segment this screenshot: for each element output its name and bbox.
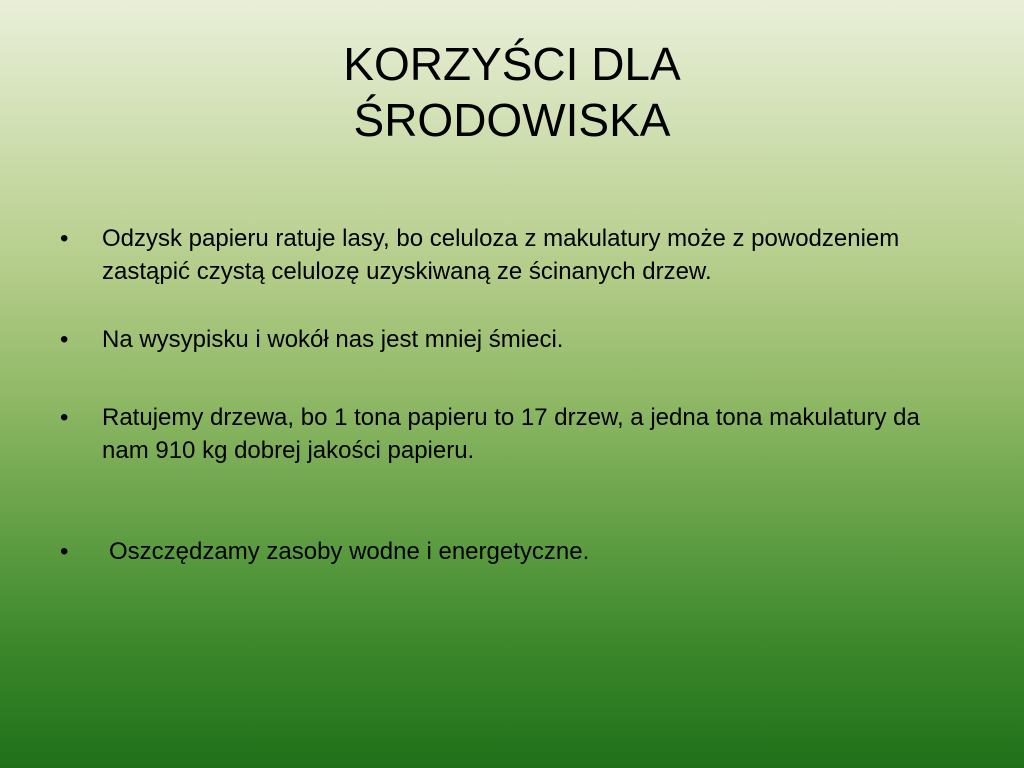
bullet-list	[60, 222, 940, 568]
bullet-icon: •	[60, 404, 69, 431]
slide-title	[0, 36, 1024, 148]
bullet-icon: •	[60, 326, 69, 353]
bullet-text: Na wysypisku i wokół nas jest mniej śmieci.	[102, 326, 564, 353]
slide-title-line-1: KORZYŚCI DLA	[343, 38, 681, 90]
bullet-item	[60, 323, 940, 356]
bullet-item	[60, 535, 940, 568]
bullet-icon: •	[60, 538, 69, 565]
bullet-item	[60, 222, 940, 288]
bullet-text: Oszczędzamy zasoby wodne i energetyczne.	[109, 538, 590, 565]
bullet-item	[60, 401, 940, 467]
bullet-text: Odzysk papieru ratuje lasy, bo celuloza z makulatury może z powodzeniem zastąpić czystą celulozę uzyskiwaną ze ścinanych drzew.	[102, 225, 900, 285]
bullet-text: Ratujemy drzewa, bo 1 tona papieru to 17 drzew, a jedna tona makulatury da nam 910 kg dobrej jakości papieru.	[102, 404, 920, 464]
slide-title-line-2: ŚRODOWISKA	[353, 94, 671, 146]
bullet-icon: •	[60, 225, 69, 252]
